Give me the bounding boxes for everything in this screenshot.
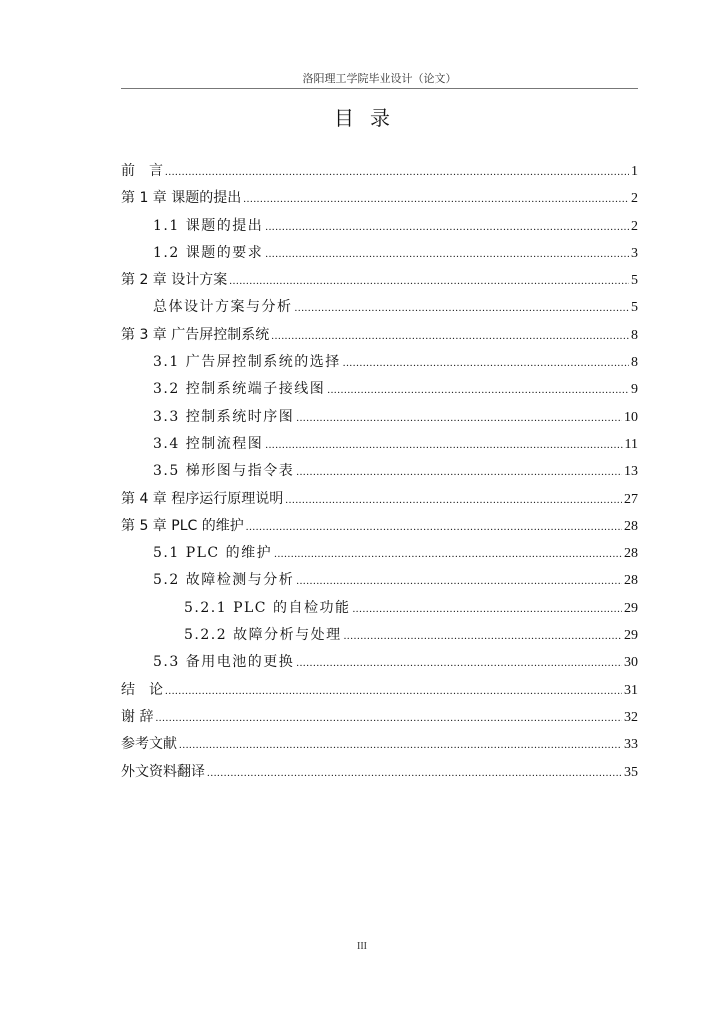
toc-entry-label: 5.3 备用电池的更换 <box>153 654 295 671</box>
toc-entry[interactable] <box>121 486 638 513</box>
toc-entry-label: 第 2 章 设计方案 <box>121 272 228 289</box>
toc-entry[interactable] <box>121 704 638 731</box>
dot-leader <box>229 268 629 295</box>
toc-entry[interactable] <box>121 622 638 649</box>
dot-leader <box>343 350 629 377</box>
toc-entry[interactable] <box>121 349 638 376</box>
toc-entry-label: 3.2 控制系统端子接线图 <box>153 381 326 398</box>
toc-entry-label: 结 论 <box>121 681 163 698</box>
toc-entry-label: 总体设计方案与分析 <box>153 299 293 316</box>
dot-leader <box>207 760 622 787</box>
toc-entry-page: 32 <box>624 709 638 725</box>
toc-entry[interactable] <box>121 677 638 704</box>
toc-entry[interactable] <box>121 731 638 758</box>
toc-entry-page: 10 <box>624 409 638 425</box>
table-of-contents <box>121 158 638 786</box>
toc-entry-label: 1.1 课题的提出 <box>153 217 264 234</box>
toc-entry[interactable] <box>121 240 638 267</box>
toc-entry[interactable] <box>121 649 638 676</box>
toc-entry-page: 28 <box>624 573 638 589</box>
toc-entry-page: 1 <box>631 164 638 179</box>
toc-entry-page: 8 <box>631 327 638 343</box>
toc-entry-label: 3.4 控制流程图 <box>153 435 264 452</box>
toc-entry[interactable] <box>121 322 638 349</box>
toc-entry-label: 第 3 章 广告屏控制系统 <box>121 326 270 343</box>
toc-entry-label: 5.2.1 PLC 的自检功能 <box>184 599 351 616</box>
toc-entry-label: 5.2 故障检测与分析 <box>153 572 295 589</box>
dot-leader <box>265 241 629 268</box>
toc-entry[interactable] <box>121 267 638 294</box>
toc-entry-label: 3.1 广告屏控制系统的选择 <box>153 354 341 371</box>
toc-entry-label: 5.1 PLC 的维护 <box>153 545 273 562</box>
toc-entry[interactable] <box>121 595 638 622</box>
toc-entry-page: 9 <box>631 382 638 398</box>
dot-leader <box>165 159 629 186</box>
toc-entry-label: 第 4 章 程序运行原理说明 <box>121 490 284 507</box>
dot-leader <box>352 596 622 623</box>
toc-entry-page: 11 <box>624 436 638 452</box>
toc-entry-label: 1.2 课题的要求 <box>153 244 264 261</box>
toc-title: 目录 <box>334 106 406 130</box>
toc-entry-page: 3 <box>631 245 638 261</box>
toc-entry[interactable] <box>121 540 638 567</box>
dot-leader <box>296 405 622 432</box>
dot-leader <box>274 541 622 568</box>
toc-entry-label: 3.3 控制系统时序图 <box>153 408 295 425</box>
toc-entry-page: 2 <box>631 191 638 207</box>
toc-entry[interactable] <box>121 185 638 212</box>
dot-leader <box>285 487 622 514</box>
dot-leader <box>295 295 630 322</box>
dot-leader <box>155 705 622 732</box>
toc-entry-label: 3.5 梯形图与指令表 <box>153 463 295 480</box>
toc-entry-page: 13 <box>624 464 638 480</box>
toc-entry-page: 33 <box>624 737 638 753</box>
toc-entry-label: 5.2.2 故障分析与处理 <box>184 627 342 644</box>
dot-leader <box>165 678 622 705</box>
toc-entry[interactable] <box>121 158 638 185</box>
toc-entry-label: 参考文献 <box>121 736 177 753</box>
toc-entry-label: 第 5 章 PLC 的维护 <box>121 517 244 534</box>
toc-entry-page: 5 <box>631 273 638 289</box>
toc-entry[interactable] <box>121 458 638 485</box>
toc-entry[interactable] <box>121 294 638 321</box>
dot-leader <box>296 650 622 677</box>
dot-leader <box>243 186 629 213</box>
header-rule <box>121 88 638 89</box>
toc-entry-page: 35 <box>624 764 638 780</box>
toc-entry-page: 27 <box>624 491 638 507</box>
toc-entry[interactable] <box>121 404 638 431</box>
toc-entry-page: 28 <box>624 546 638 562</box>
toc-entry-page: 30 <box>624 655 638 671</box>
toc-entry-page: 28 <box>624 518 638 534</box>
toc-entry-label: 外文资料翻译 <box>121 763 205 780</box>
toc-entry[interactable] <box>121 376 638 403</box>
toc-entry-page: 8 <box>631 355 638 371</box>
dot-leader <box>327 377 629 404</box>
toc-entry-page: 31 <box>624 682 638 698</box>
dot-leader <box>179 732 622 759</box>
dot-leader <box>246 514 622 541</box>
toc-entry-page: 29 <box>624 600 638 616</box>
running-header: 洛阳理工学院毕业设计（论文） <box>302 72 457 85</box>
toc-entry[interactable] <box>121 759 638 786</box>
dot-leader <box>296 459 622 486</box>
toc-entry[interactable] <box>121 567 638 594</box>
toc-entry[interactable] <box>121 431 638 458</box>
toc-entry-page: 29 <box>624 628 638 644</box>
dot-leader <box>265 214 629 241</box>
dot-leader <box>265 432 622 459</box>
toc-entry[interactable] <box>121 513 638 540</box>
toc-entry-label: 前 言 <box>121 163 163 179</box>
toc-entry-page: 2 <box>631 218 638 234</box>
toc-entry-page: 5 <box>631 300 638 316</box>
dot-leader <box>271 323 629 350</box>
dot-leader <box>344 623 622 650</box>
toc-entry[interactable] <box>121 213 638 240</box>
page-number: III <box>357 941 367 952</box>
toc-entry-label: 谢 辞 <box>121 708 154 725</box>
dot-leader <box>296 568 622 595</box>
toc-entry-label: 第 1 章 课题的提出 <box>121 190 242 207</box>
